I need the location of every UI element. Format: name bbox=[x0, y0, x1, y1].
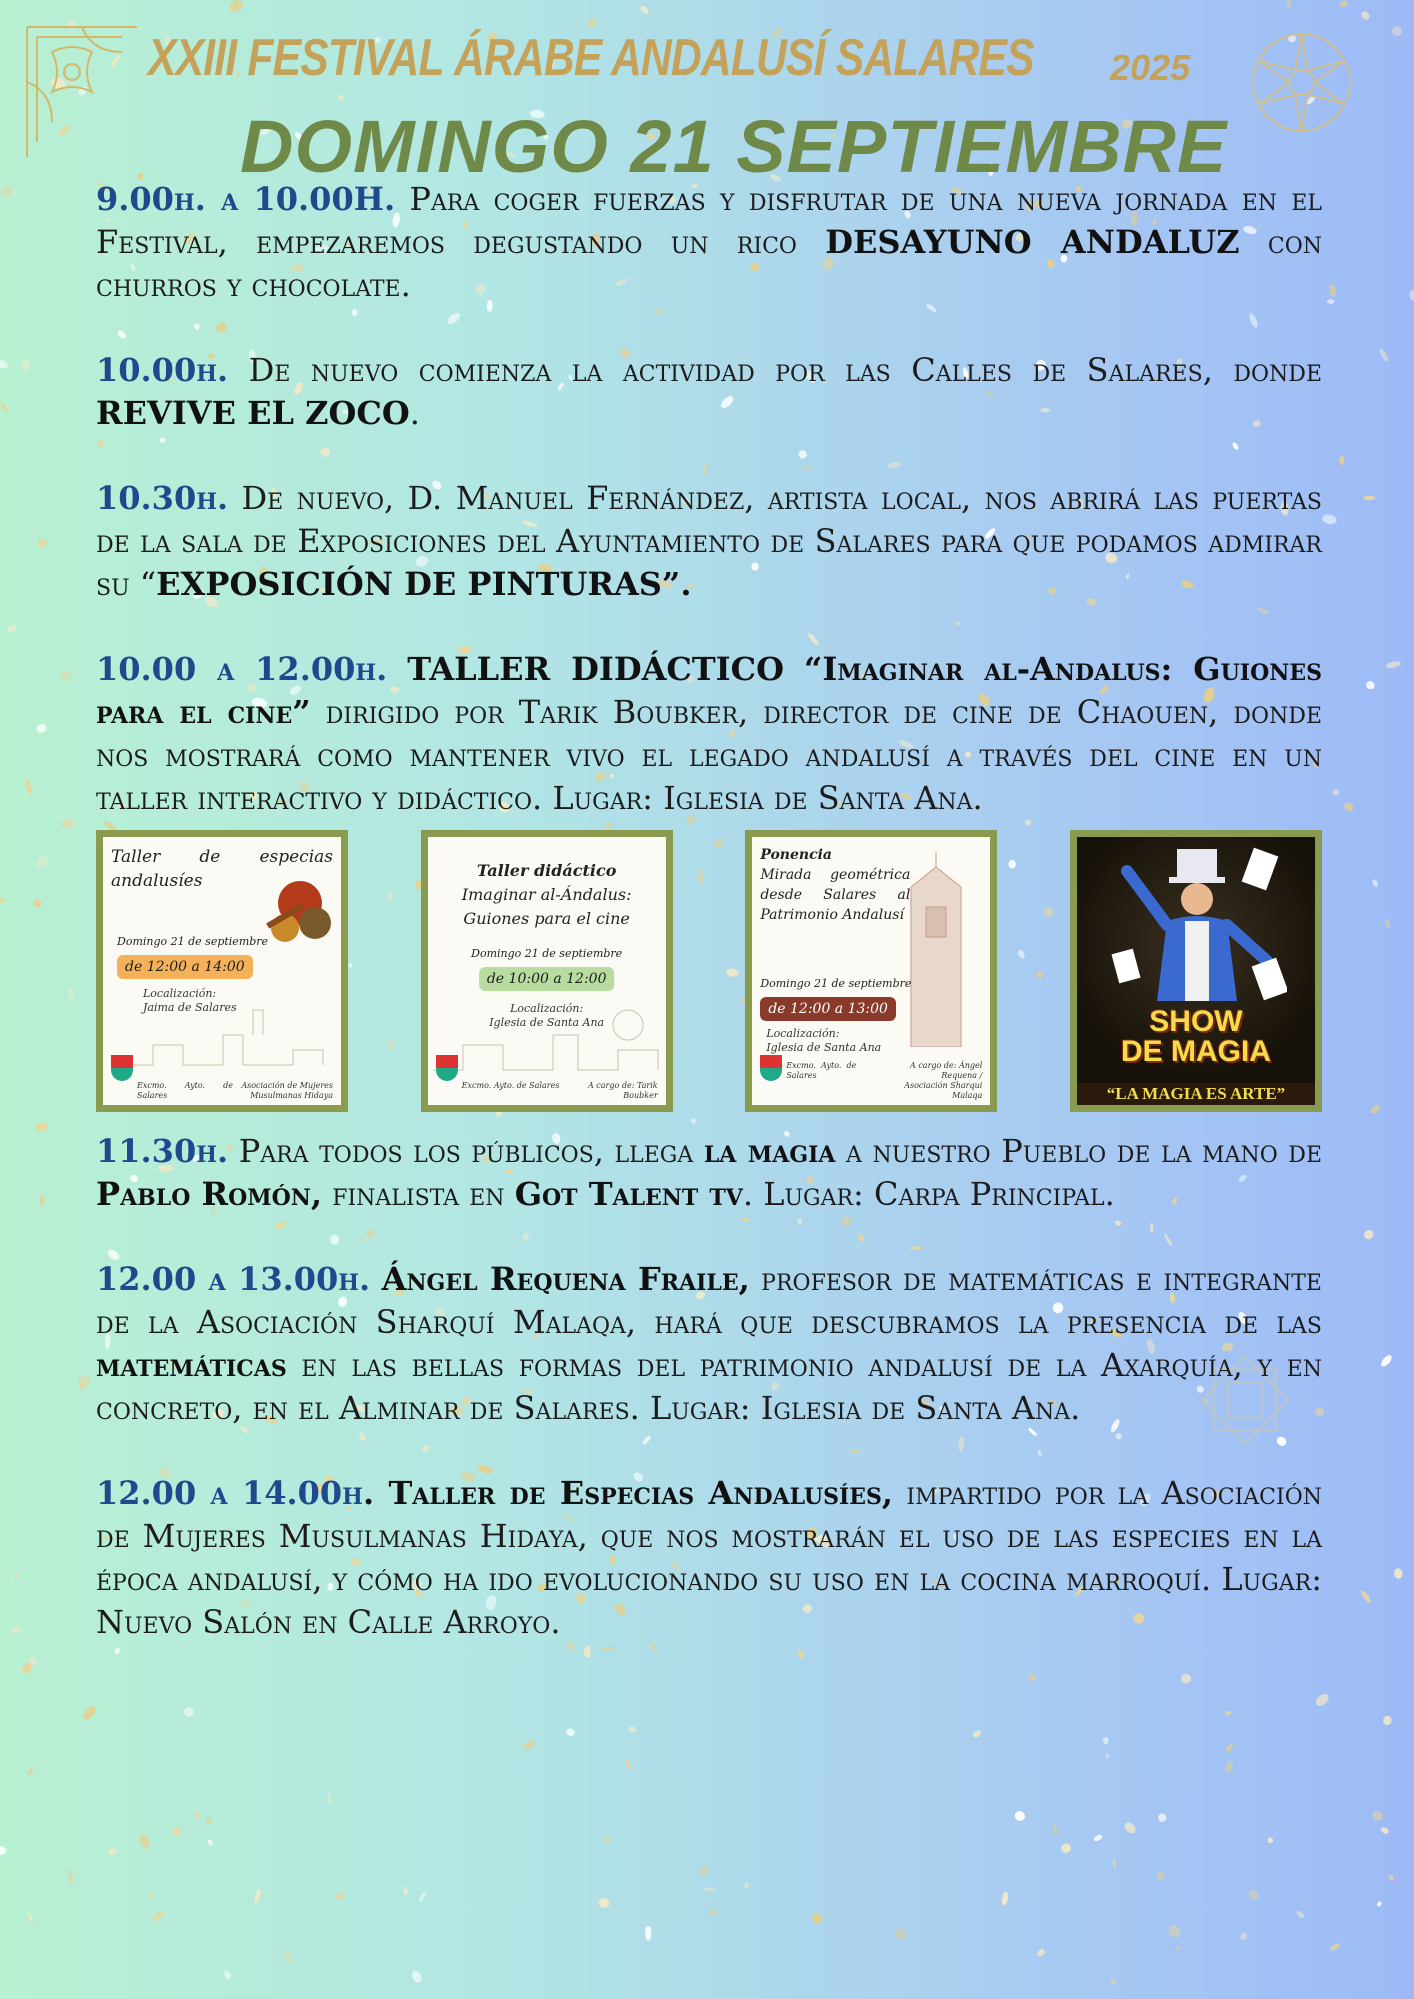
confetti-speck bbox=[1409, 289, 1414, 301]
confetti-speck bbox=[1287, 0, 1291, 8]
confetti-speck bbox=[1360, 10, 1372, 22]
confetti-speck bbox=[1166, 1923, 1182, 1940]
confetti-speck bbox=[1380, 1826, 1390, 1835]
event-time: 12.00 a 14.00h bbox=[96, 1474, 363, 1512]
poster-hours: de 10:00 a 12:00 bbox=[479, 967, 615, 991]
confetti-speck bbox=[0, 401, 9, 413]
event-text: finalista en bbox=[322, 1175, 515, 1213]
event-highlight: “Imaginar al-Andalus: Guiones para el cine” bbox=[96, 650, 1323, 731]
event-text: . bbox=[362, 1474, 389, 1512]
confetti-speck bbox=[22, 360, 30, 371]
village-sketch-icon bbox=[428, 995, 666, 1075]
confetti-speck bbox=[0, 897, 7, 904]
event-magic bbox=[96, 1130, 1322, 1216]
poster-title: Ponencia Mirada geométrica desde Salares al Patrimonio Andalusí bbox=[760, 847, 911, 923]
confetti-speck bbox=[1384, 918, 1391, 929]
confetti-speck bbox=[598, 1898, 610, 1909]
event-text bbox=[784, 650, 804, 688]
poster-title: Taller didáctico Imaginar al-Ándalus: Guiones para el cine bbox=[461, 861, 632, 928]
poster-magic-show bbox=[1070, 830, 1322, 1112]
confetti-speck bbox=[138, 1833, 152, 1850]
confetti-speck bbox=[1359, 1589, 1372, 1604]
confetti-speck bbox=[27, 1913, 33, 1924]
confetti-speck bbox=[61, 819, 74, 829]
confetti-speck bbox=[6, 624, 18, 634]
event-time: 11.30h. bbox=[96, 1132, 229, 1170]
confetti-speck bbox=[67, 988, 74, 1001]
program-content bbox=[96, 178, 1322, 1686]
event-workshop-cinema bbox=[96, 648, 1322, 820]
confetti-speck bbox=[1106, 1753, 1109, 1758]
confetti-speck bbox=[1110, 1978, 1118, 1985]
confetti-speck bbox=[1376, 1901, 1383, 1908]
confetti-speck bbox=[628, 1726, 637, 1733]
confetti-speck bbox=[639, 4, 650, 15]
confetti-speck bbox=[1378, 348, 1390, 363]
confetti-speck bbox=[326, 1792, 331, 1804]
event-text: . bbox=[409, 394, 420, 432]
festival-title: XXIII FESTIVAL ÁRABE ANDALUSÍ SALARES bbox=[148, 29, 1034, 87]
confetti-speck bbox=[1371, 1809, 1385, 1822]
confetti-speck bbox=[206, 1838, 214, 1846]
confetti-speck bbox=[12, 1573, 19, 1579]
event-exhibition bbox=[96, 477, 1322, 606]
confetti-speck bbox=[410, 1969, 423, 1984]
confetti-speck bbox=[26, 1767, 35, 1776]
star-rosette-icon bbox=[1249, 30, 1354, 135]
event-text: . Lugar: Carpa Principal. bbox=[742, 1175, 1115, 1213]
event-highlight: Got Talent tv bbox=[514, 1175, 743, 1213]
village-sketch-icon bbox=[103, 995, 341, 1075]
confetti-speck bbox=[1224, 1710, 1232, 1716]
confetti-speck bbox=[1362, 1228, 1375, 1241]
event-text: con churros y chocolate. bbox=[96, 223, 1323, 304]
coat-of-arms-icon bbox=[111, 1055, 133, 1081]
confetti-speck bbox=[1295, 1909, 1305, 1919]
magic-show-title: SHOW DE MAGIA bbox=[1120, 1005, 1271, 1068]
confetti-speck bbox=[703, 1888, 715, 1891]
confetti-speck bbox=[1013, 1809, 1027, 1823]
confetti-speck bbox=[170, 1824, 183, 1838]
event-highlight: Taller de Especias Andalusíes, bbox=[388, 1474, 894, 1512]
festival-year: 2025 bbox=[1110, 47, 1191, 88]
corner-ornament-icon bbox=[22, 22, 142, 162]
confetti-speck bbox=[1382, 1715, 1392, 1726]
confetti-speck bbox=[204, 1816, 214, 1826]
confetti-speck bbox=[893, 1926, 909, 1941]
poster-location: Localización: Jaima de Salares bbox=[143, 987, 237, 1014]
confetti-speck bbox=[196, 1810, 200, 1821]
event-highlight: la magia bbox=[703, 1132, 836, 1170]
confetti-speck bbox=[107, 1848, 118, 1856]
confetti-speck bbox=[624, 1758, 632, 1771]
event-text: De nuevo, D. Manuel Fernández, artista local, nos abrirá las puertas de la sala de Exposiciones del Ayuntamiento de Salares para que podamos admirar su “ bbox=[96, 479, 1322, 603]
confetti-speck bbox=[645, 1926, 652, 1941]
confetti-speck bbox=[35, 1122, 49, 1133]
event-highlight: REVIVE EL ZOCO bbox=[96, 394, 410, 432]
confetti-speck bbox=[1365, 680, 1376, 691]
event-time: 12.00 a 13.00h. bbox=[96, 1260, 371, 1298]
confetti-speck bbox=[0, 358, 9, 370]
poster-hours: de 12:00 a 14:00 bbox=[117, 955, 253, 979]
confetti-speck bbox=[699, 1864, 708, 1877]
event-highlight: DESAYUNO ANDALUZ bbox=[825, 223, 1240, 261]
confetti-speck bbox=[1157, 1812, 1168, 1823]
poster-footer: Excmo. Ayto. de Salares A cargo de: Tarik Boubker bbox=[461, 1081, 658, 1100]
confetti-speck bbox=[228, 0, 246, 14]
confetti-speck bbox=[10, 1624, 23, 1635]
confetti-speck bbox=[1385, 660, 1401, 669]
event-text: dirigido por Tarik Boubker, director de cine de Chaouen, donde nos mostrará como mantener vivo el legado andalusí a través del cine en un taller interactivo y didáctico. Lugar: Iglesia de Santa Ana. bbox=[96, 693, 1323, 817]
poster-date: Domingo 21 de septiembre bbox=[760, 977, 912, 990]
magician-figure-icon bbox=[1107, 841, 1287, 1011]
confetti-speck bbox=[183, 1706, 195, 1718]
event-text: impartido por la Asociación de Mujeres Musulmanas Hidaya, que nos mostrarán el uso de las especies en la época andalusí, y cómo ha ido evolucionando su uso en la cocina marroquí. Lugar: Nuevo Salón en Calle Arroyo. bbox=[96, 1474, 1322, 1641]
confetti-speck bbox=[1225, 1743, 1234, 1752]
confetti-speck bbox=[1379, 1353, 1393, 1368]
confetti-speck bbox=[810, 1912, 823, 1925]
confetti-speck bbox=[1363, 495, 1375, 500]
confetti-speck bbox=[1314, 1692, 1331, 1709]
confetti-speck bbox=[147, 1892, 155, 1899]
confetti-speck bbox=[1393, 1568, 1403, 1580]
confetti-speck bbox=[1103, 1737, 1110, 1745]
day-title: DOMINGO 21 SEPTIEMBRE bbox=[240, 105, 1228, 188]
confetti-speck bbox=[1388, 1874, 1395, 1882]
event-time: 9.00h. a 10.00H. bbox=[96, 180, 396, 218]
confetti-speck bbox=[1339, 0, 1349, 8]
event-text: Para todos los públicos, llega bbox=[228, 1132, 704, 1170]
event-time: 10.30h. bbox=[96, 479, 229, 517]
confetti-speck bbox=[1112, 1857, 1116, 1869]
confetti-speck bbox=[32, 897, 43, 908]
confetti-speck bbox=[81, 1704, 98, 1721]
confetti-speck bbox=[744, 1882, 750, 1889]
confetti-speck bbox=[283, 1950, 294, 1964]
confetti-speck bbox=[1036, 1948, 1046, 1958]
confetti-speck bbox=[1053, 1823, 1057, 1836]
confetti-speck bbox=[1321, 513, 1337, 525]
event-highlight: Ángel Requena Fraile, bbox=[381, 1260, 750, 1298]
confetti-speck bbox=[1093, 1834, 1104, 1843]
confetti-speck bbox=[38, 1195, 45, 1205]
event-text bbox=[387, 650, 407, 688]
poster-footer: Excmo. Ayto. de Salares Asociación de Mujeres Musulmanas Hidaya bbox=[137, 1081, 333, 1100]
confetti-speck bbox=[337, 95, 344, 101]
confetti-speck bbox=[402, 1887, 409, 1896]
confetti-speck bbox=[59, 670, 72, 681]
confetti-speck bbox=[151, 1910, 165, 1923]
confetti-speck bbox=[223, 1969, 233, 1981]
confetti-speck bbox=[335, 1892, 346, 1902]
confetti-speck bbox=[565, 1728, 575, 1737]
poster-location: Localización: Iglesia de Santa Ana bbox=[766, 1027, 882, 1054]
event-highlight: TALLER DIDÁCTICO bbox=[407, 650, 784, 688]
confetti-speck bbox=[1060, 1843, 1072, 1854]
confetti-speck bbox=[1343, 801, 1355, 813]
confetti-speck bbox=[1175, 1946, 1181, 1950]
poster-cinema-workshop bbox=[421, 830, 673, 1112]
event-time: 10.00h. bbox=[96, 351, 229, 389]
poster-location: Localización: Iglesia de Santa Ana bbox=[489, 1002, 605, 1029]
event-spices bbox=[96, 1472, 1322, 1644]
poster-date: Domingo 21 de septiembre bbox=[117, 935, 269, 948]
confetti-speck bbox=[67, 1869, 74, 1885]
confetti-speck bbox=[34, 854, 51, 870]
confetti-speck bbox=[709, 1909, 717, 1917]
confetti-speck bbox=[77, 1374, 92, 1388]
coat-of-arms-icon bbox=[436, 1055, 458, 1081]
confetti-speck bbox=[1339, 456, 1345, 465]
confetti-speck bbox=[418, 1891, 427, 1903]
confetti-speck bbox=[253, 1888, 262, 1904]
confetti-speck bbox=[1329, 284, 1336, 297]
poster-footer: Excmo. Ayto. de Salares A cargo de: Ángel Requena / Asociación Sharqui Malaqa bbox=[786, 1061, 983, 1100]
confetti-speck bbox=[1239, 1932, 1248, 1942]
poster-date: Domingo 21 de septiembre bbox=[471, 947, 623, 960]
confetti-speck bbox=[1123, 1820, 1138, 1835]
poster-hours: de 12:00 a 13:00 bbox=[760, 997, 896, 1021]
event-text: en las bellas formas del patrimonio andalusí de la Axarquía, y en concreto, en el Alminar de Salares. Lugar: Iglesia de Santa Ana. bbox=[96, 1346, 1322, 1427]
confetti-speck bbox=[605, 1837, 610, 1843]
poster-geometry-talk bbox=[745, 830, 997, 1112]
magic-show-subtitle: “LA MAGIA ES ARTE” bbox=[1077, 1083, 1315, 1105]
event-text: profesor de matemáticas e integrante de la Asociación Sharquí Malaqa, hará que descubramos la presencia de las bbox=[96, 1260, 1322, 1341]
poster-spices bbox=[96, 830, 348, 1112]
event-text: Para coger fuerzas y disfrutar de una nueva jornada en el Festival, empezaremos degustando un rico bbox=[96, 180, 1322, 261]
event-text bbox=[370, 1260, 381, 1298]
event-time: 10.00 a 12.00h. bbox=[96, 650, 388, 688]
confetti-speck bbox=[1371, 878, 1379, 887]
confetti-speck bbox=[0, 1846, 6, 1856]
confetti-speck bbox=[1332, 788, 1340, 796]
confetti-speck bbox=[1329, 1942, 1341, 1951]
poster-row bbox=[96, 830, 1322, 1112]
event-text: a nuestro Pueblo de la mano de bbox=[835, 1132, 1323, 1170]
event-text: De nuevo comienza la actividad por las Calles de Salares, donde bbox=[228, 351, 1322, 389]
confetti-speck bbox=[972, 1729, 983, 1739]
confetti-speck bbox=[24, 779, 33, 796]
confetti-speck bbox=[521, 1738, 537, 1752]
event-highlight: matemáticas bbox=[96, 1346, 287, 1384]
confetti-speck bbox=[35, 722, 48, 734]
confetti-speck bbox=[1155, 1870, 1166, 1881]
confetti-speck bbox=[1, 186, 13, 197]
confetti-speck bbox=[37, 538, 48, 548]
event-zoco bbox=[96, 349, 1322, 435]
confetti-speck bbox=[1327, 299, 1335, 304]
confetti-speck bbox=[1247, 1888, 1260, 1902]
confetti-speck bbox=[1224, 1760, 1234, 1774]
confetti-speck bbox=[1001, 1891, 1009, 1906]
event-breakfast bbox=[96, 178, 1322, 307]
poster-title: Taller de especias andalusíes bbox=[111, 847, 333, 891]
event-mathematics bbox=[96, 1258, 1322, 1430]
event-highlight: Pablo Romón, bbox=[96, 1175, 323, 1213]
confetti-speck bbox=[1266, 1836, 1274, 1844]
confetti-speck bbox=[1390, 25, 1404, 38]
event-highlight: EXPOSICIÓN DE PINTURAS”. bbox=[156, 565, 692, 603]
confetti-speck bbox=[1369, 1103, 1382, 1116]
